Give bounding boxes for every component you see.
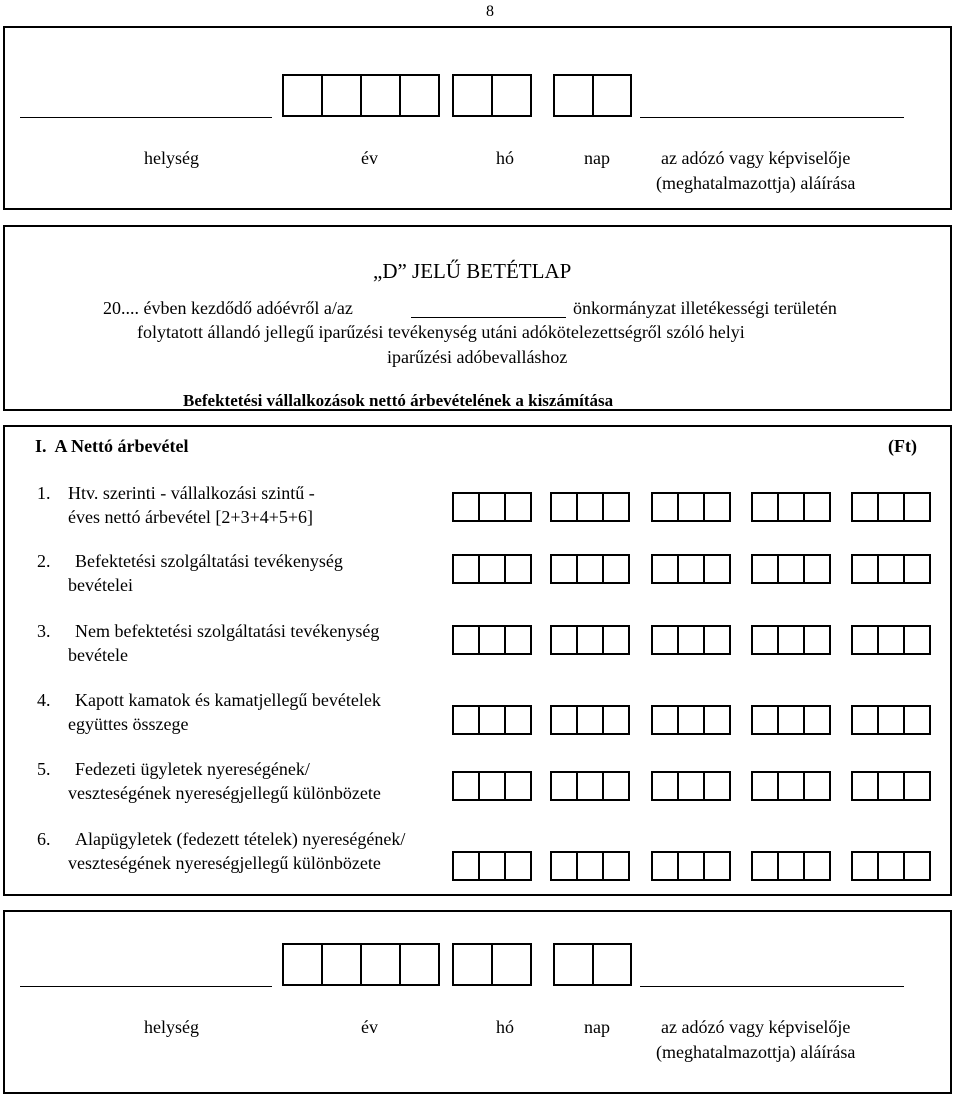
amount-digit-group[interactable] <box>550 851 630 881</box>
header-line1-right: önkormányzat illetékességi területén <box>573 298 837 318</box>
year-label: év <box>361 148 378 168</box>
digit-box[interactable] <box>506 707 530 733</box>
digit-box[interactable] <box>779 494 805 520</box>
digit-box[interactable] <box>653 627 679 653</box>
digit-box[interactable] <box>653 853 679 879</box>
digit-box[interactable] <box>705 853 729 879</box>
amount-digit-group[interactable] <box>452 705 532 735</box>
digit-box[interactable] <box>480 773 506 799</box>
day-boxes[interactable] <box>553 74 632 117</box>
digit-box[interactable] <box>552 627 578 653</box>
digit-box[interactable] <box>578 773 604 799</box>
item-number: 5. <box>37 759 51 779</box>
digit-box[interactable] <box>753 494 779 520</box>
digit-box[interactable] <box>454 773 480 799</box>
place-line[interactable] <box>20 117 272 118</box>
digit-box[interactable] <box>705 556 729 582</box>
digit-box[interactable] <box>578 707 604 733</box>
digit-box[interactable] <box>552 773 578 799</box>
item-label-continued: együttes összege <box>68 714 189 734</box>
digit-box[interactable] <box>506 556 530 582</box>
digit-box[interactable] <box>578 853 604 879</box>
digit-box[interactable] <box>879 853 905 879</box>
signer-label-2: (meghatalmazottja) aláírása <box>656 173 856 193</box>
header-line1-left: 20.... évben kezdődő adóévről a/az <box>103 298 353 318</box>
digit-box[interactable] <box>653 773 679 799</box>
digit-box[interactable] <box>705 494 729 520</box>
item-label: Nem befektetési szolgáltatási tevékenység <box>75 621 380 641</box>
item-label-continued: bevétele <box>68 645 128 665</box>
digit-box[interactable] <box>905 556 929 582</box>
amount-digit-group[interactable] <box>452 492 532 522</box>
digit-box[interactable] <box>552 707 578 733</box>
amount-digit-group[interactable] <box>550 771 630 801</box>
digit-box[interactable] <box>454 853 480 879</box>
digit-box[interactable] <box>879 707 905 733</box>
amount-digit-group[interactable] <box>651 554 731 584</box>
digit-box[interactable] <box>705 627 729 653</box>
digit-box[interactable] <box>454 627 480 653</box>
day-label-bottom: nap <box>584 1017 610 1037</box>
signer-label: az adózó vagy képviselője <box>661 148 851 168</box>
digit-box[interactable] <box>552 494 578 520</box>
item-number: 2. <box>37 551 51 571</box>
digit-box[interactable] <box>480 556 506 582</box>
digit-box[interactable] <box>705 707 729 733</box>
amount-digit-group[interactable] <box>550 554 630 584</box>
digit-box[interactable] <box>805 707 829 733</box>
item-label: Htv. szerinti - vállalkozási szintű - <box>68 483 315 503</box>
amount-digit-group[interactable] <box>550 492 630 522</box>
digit-box[interactable] <box>853 627 879 653</box>
item-label-continued: veszteségének nyereségjellegű különbözete <box>68 783 381 803</box>
digit-box[interactable] <box>705 773 729 799</box>
amount-digit-group[interactable] <box>751 851 831 881</box>
amount-digit-group[interactable] <box>751 492 831 522</box>
day-boxes-bottom[interactable] <box>553 943 632 986</box>
item-number: 4. <box>37 690 51 710</box>
digit-box[interactable] <box>578 494 604 520</box>
digit-box[interactable] <box>653 556 679 582</box>
item-number: 3. <box>37 621 51 641</box>
digit-box[interactable] <box>753 556 779 582</box>
digit-box[interactable] <box>905 853 929 879</box>
digit-box[interactable] <box>604 494 628 520</box>
digit-box[interactable] <box>779 627 805 653</box>
item-label: Kapott kamatok és kamatjellegű bevételek <box>75 690 381 710</box>
municipality-field[interactable] <box>411 317 566 318</box>
month-boxes[interactable] <box>452 74 532 117</box>
amount-digit-group[interactable] <box>751 705 831 735</box>
item-label: Alapügyletek (fedezett tételek) nyereségének/ <box>75 829 406 849</box>
digit-box[interactable] <box>853 707 879 733</box>
digit-box[interactable] <box>454 494 480 520</box>
digit-box[interactable] <box>853 773 879 799</box>
digit-box[interactable] <box>679 707 705 733</box>
form-title: „D” JELŰ BETÉTLAP <box>373 259 572 283</box>
digit-box[interactable] <box>454 707 480 733</box>
amount-digit-group[interactable] <box>851 851 931 881</box>
amount-digit-group[interactable] <box>751 625 831 655</box>
digit-box[interactable] <box>552 556 578 582</box>
signature-block-bottom <box>3 910 952 1094</box>
amount-digit-group[interactable] <box>452 625 532 655</box>
digit-box[interactable] <box>604 627 628 653</box>
digit-box[interactable] <box>480 494 506 520</box>
month-label-bottom: hó <box>496 1017 514 1037</box>
place-label: helység <box>144 148 199 168</box>
digit-box[interactable] <box>753 853 779 879</box>
digit-box[interactable] <box>905 707 929 733</box>
amount-digit-group[interactable] <box>751 554 831 584</box>
amount-digit-group[interactable] <box>550 625 630 655</box>
amount-digit-group[interactable] <box>651 771 731 801</box>
digit-box[interactable] <box>853 556 879 582</box>
amount-digit-group[interactable] <box>651 625 731 655</box>
item-label-continued: veszteségének nyereségjellegű különbözete <box>68 853 381 873</box>
digit-box[interactable] <box>905 494 929 520</box>
digit-box[interactable] <box>653 494 679 520</box>
digit-box[interactable] <box>578 627 604 653</box>
amount-digit-group[interactable] <box>851 771 931 801</box>
digit-box[interactable] <box>805 494 829 520</box>
digit-box[interactable] <box>552 853 578 879</box>
digit-box[interactable] <box>604 853 628 879</box>
digit-box[interactable] <box>679 773 705 799</box>
page-number: 8 <box>486 3 494 20</box>
amount-digit-group[interactable] <box>651 705 731 735</box>
header-line2: folytatott állandó jellegű iparűzési tevékenység utáni adókötelezettségről szóló helyi <box>137 322 745 342</box>
digit-box[interactable] <box>604 707 628 733</box>
digit-box[interactable] <box>779 556 805 582</box>
item-number: 1. <box>37 483 51 503</box>
digit-box[interactable] <box>805 853 829 879</box>
item-number: 6. <box>37 829 51 849</box>
digit-box[interactable] <box>679 853 705 879</box>
digit-box[interactable] <box>879 627 905 653</box>
digit-box[interactable] <box>506 773 530 799</box>
digit-box[interactable] <box>753 627 779 653</box>
unit-label: (Ft) <box>888 436 917 456</box>
digit-box[interactable] <box>879 494 905 520</box>
amount-digit-group[interactable] <box>851 492 931 522</box>
digit-box[interactable] <box>506 494 530 520</box>
amount-digit-group[interactable] <box>651 851 731 881</box>
amount-digit-group[interactable] <box>452 554 532 584</box>
digit-box[interactable] <box>879 556 905 582</box>
amount-digit-group[interactable] <box>452 851 532 881</box>
digit-box[interactable] <box>480 627 506 653</box>
section-title: I. A Nettó árbevétel <box>35 436 189 456</box>
digit-box[interactable] <box>604 773 628 799</box>
digit-box[interactable] <box>805 773 829 799</box>
digit-box[interactable] <box>779 707 805 733</box>
signer-label-2-bottom: (meghatalmazottja) aláírása <box>656 1042 856 1062</box>
amount-digit-group[interactable] <box>851 705 931 735</box>
digit-box[interactable] <box>753 773 779 799</box>
amount-digit-group[interactable] <box>851 625 931 655</box>
year-boxes-bottom[interactable] <box>282 943 440 986</box>
signature-line-bottom[interactable] <box>640 986 904 987</box>
signature-line[interactable] <box>640 117 904 118</box>
digit-box[interactable] <box>779 773 805 799</box>
digit-box[interactable] <box>853 494 879 520</box>
year-label-bottom: év <box>361 1017 378 1037</box>
signer-label-bottom: az adózó vagy képviselője <box>661 1017 851 1037</box>
digit-box[interactable] <box>853 853 879 879</box>
header-line3: iparűzési adóbevalláshoz <box>387 347 568 367</box>
digit-box[interactable] <box>805 556 829 582</box>
year-boxes[interactable] <box>282 74 440 117</box>
digit-box[interactable] <box>805 627 829 653</box>
digit-box[interactable] <box>679 494 705 520</box>
digit-box[interactable] <box>679 627 705 653</box>
digit-box[interactable] <box>905 627 929 653</box>
digit-box[interactable] <box>480 707 506 733</box>
digit-box[interactable] <box>779 853 805 879</box>
amount-digit-group[interactable] <box>751 771 831 801</box>
digit-box[interactable] <box>679 556 705 582</box>
day-label: nap <box>584 148 610 168</box>
digit-box[interactable] <box>454 556 480 582</box>
item-label-continued: éves nettó árbevétel [2+3+4+5+6] <box>68 507 314 527</box>
digit-box[interactable] <box>480 853 506 879</box>
digit-box[interactable] <box>653 707 679 733</box>
place-label-bottom: helység <box>144 1017 199 1037</box>
digit-box[interactable] <box>753 707 779 733</box>
digit-box[interactable] <box>578 556 604 582</box>
month-label: hó <box>496 148 514 168</box>
digit-box[interactable] <box>905 773 929 799</box>
digit-box[interactable] <box>506 853 530 879</box>
item-label-continued: bevételei <box>68 575 133 595</box>
amount-digit-group[interactable] <box>851 554 931 584</box>
place-line-bottom[interactable] <box>20 986 272 987</box>
item-label: Fedezeti ügyletek nyereségének/ <box>75 759 310 779</box>
digit-box[interactable] <box>879 773 905 799</box>
amount-digit-group[interactable] <box>550 705 630 735</box>
amount-digit-group[interactable] <box>452 771 532 801</box>
digit-box[interactable] <box>604 556 628 582</box>
digit-box[interactable] <box>506 627 530 653</box>
form-subtitle: Befektetési vállalkozások nettó árbevételének a kiszámítása <box>183 391 614 410</box>
month-boxes-bottom[interactable] <box>452 943 532 986</box>
item-label: Befektetési szolgáltatási tevékenység <box>75 551 343 571</box>
amount-digit-group[interactable] <box>651 492 731 522</box>
